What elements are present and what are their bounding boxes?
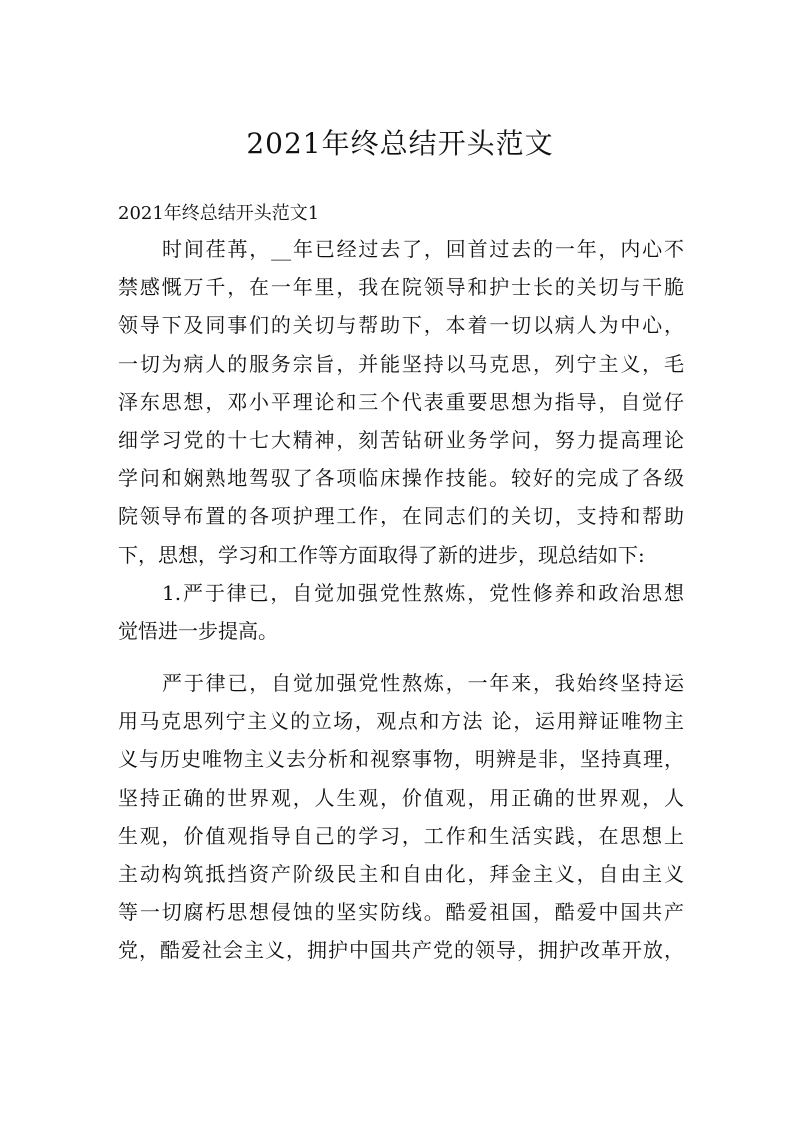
paragraph-line: 院领导布置的各项护理工作，在同志们的关切，支持和帮助 bbox=[118, 504, 684, 529]
paragraph-line: 义与历史唯物主义去分析和视察事物，明辨是非，坚持真理， bbox=[118, 747, 684, 772]
paragraph-line: 生观，价值观指导自己的学习，工作和生活实践，在思想上 bbox=[118, 823, 684, 848]
paragraph-line: 泽东思想，邓小平理论和三个代表重要思想为指导，自觉仔 bbox=[118, 389, 684, 414]
document-title: 2021年终总结开头范文 bbox=[246, 127, 554, 160]
section-subtitle: 2021年终总结开头范文1 bbox=[118, 203, 320, 224]
paragraph-line: 领导下及同事们的关切与帮助下，本着一切以病人为中心， bbox=[118, 313, 684, 338]
paragraph-line: 主动构筑抵挡资产阶级民主和自由化，拜金主义，自由主义 bbox=[118, 862, 684, 886]
paragraph-line: 时间荏苒，__年已经过去了，回首过去的一年，内心不 bbox=[162, 237, 684, 261]
paragraph-line: 禁感慨万千，在一年里，我在院领导和护士长的关切与干脆 bbox=[118, 275, 684, 300]
paragraph-body-1 bbox=[118, 664, 684, 970]
paragraph-line: 坚持正确的世界观，人生观，价值观，用正确的世界观，人 bbox=[118, 785, 684, 810]
paragraph-line: 等一切腐朽思想侵蚀的坚实防线。酷爱祖国，酷爱中国共产 bbox=[118, 900, 684, 925]
paragraph-line: 1.严于律已，自觉加强党性熬炼，党性修养和政治思想 bbox=[162, 580, 684, 605]
paragraph-line: 觉悟进一步提高。 bbox=[118, 618, 278, 643]
paragraph-line: 严于律已，自觉加强党性熬炼，一年来，我始终坚持运 bbox=[162, 671, 684, 696]
paragraph-line: 下，思想，学习和工作等方面取得了新的进步，现总结如下: bbox=[118, 542, 645, 567]
paragraph-line: 一切为病人的服务宗旨，并能坚持以马克思，列宁主义，毛 bbox=[118, 351, 684, 376]
document-body bbox=[118, 198, 684, 970]
paragraph-line: 细学习党的十七大精神，刻苦钻研业务学问，努力提高理论 bbox=[118, 427, 684, 452]
paragraph-heading-1 bbox=[118, 574, 684, 650]
paragraph-intro bbox=[118, 230, 684, 574]
paragraph-line: 用马克思列宁主义的立场，观点和方法 论，运用辩证唯物主 bbox=[118, 709, 684, 734]
paragraph-spacer bbox=[118, 650, 684, 664]
paragraph-line: 学问和娴熟地驾驭了各项临床操作技能。较好的完成了各级 bbox=[118, 466, 684, 491]
paragraph-line: 党，酷爱社会主义，拥护中国共产党的领导，拥护改革开放， bbox=[118, 938, 684, 963]
